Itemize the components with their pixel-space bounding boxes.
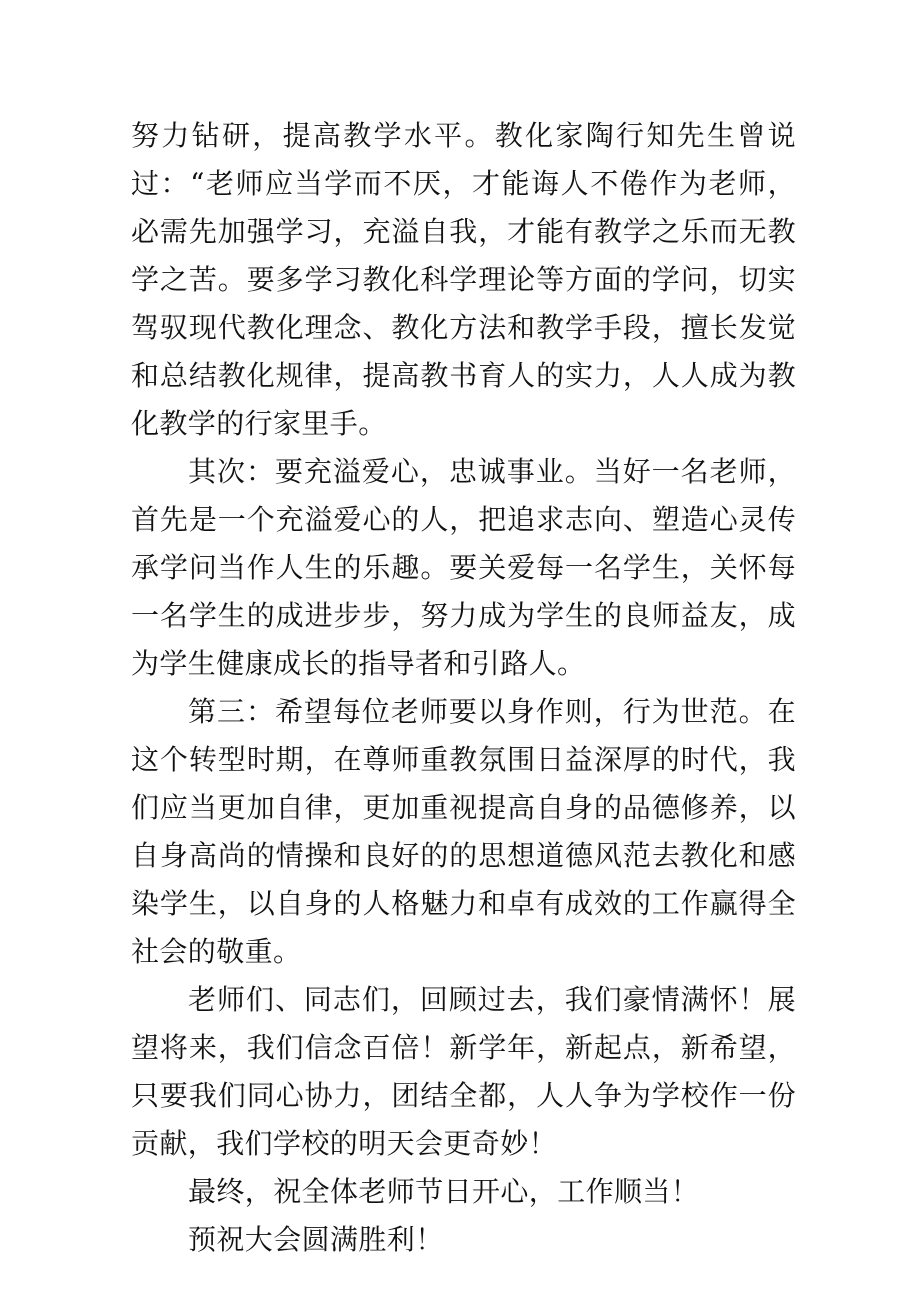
paragraph-6: 预祝大会圆满胜利！ bbox=[188, 1223, 444, 1256]
document-body bbox=[131, 112, 796, 1264]
paragraph-5: 最终，祝全体老师节日开心，工作顺当！ bbox=[188, 1175, 700, 1208]
paragraph-2: 其次：要充溢爱心，忠诚事业。当好一名老师，首先是一个充溢爱心的人，把追求志向、塑造心灵传承学问当作人生的乐趣。要关爱每一名学生，关怀每一名学生的成进步步，努力成为学生的良师益友，成为学生健康成长的指导者和引路人。 bbox=[131, 455, 796, 680]
paragraph-3: 第三：希望每位老师要以身作则，行为世范。在这个转型时期，在尊师重教氛围日益深厚的时代，我们应当更加自律，更加重视提高自身的品德修养，以自身高尚的情操和良好的的思想道德风范去教化和感染学生，以自身的人格魅力和卓有成效的工作赢得全社会的敬重。 bbox=[131, 695, 796, 968]
paragraph-4: 老师们、同志们，回顾过去，我们豪情满怀！展望将来，我们信念百倍！新学年，新起点，新希望，只要我们同心协力，团结全都，人人争为学校作一份贡献，我们学校的明天会更奇妙！ bbox=[131, 983, 796, 1160]
paragraph-1: 努力钻研，提高教学水平。教化家陶行知先生曾说过：“老师应当学而不厌，才能诲人不倦作为老师，必需先加强学习，充溢自我，才能有教学之乐而无教学之苦。要多学习教化科学理论等方面的学问，切实驾驭现代教化理念、教化方法和教学手段，擅长发觉和总结教化规律，提高教书育人的实力，人人成为教化教学的行家里手。 bbox=[131, 119, 796, 440]
